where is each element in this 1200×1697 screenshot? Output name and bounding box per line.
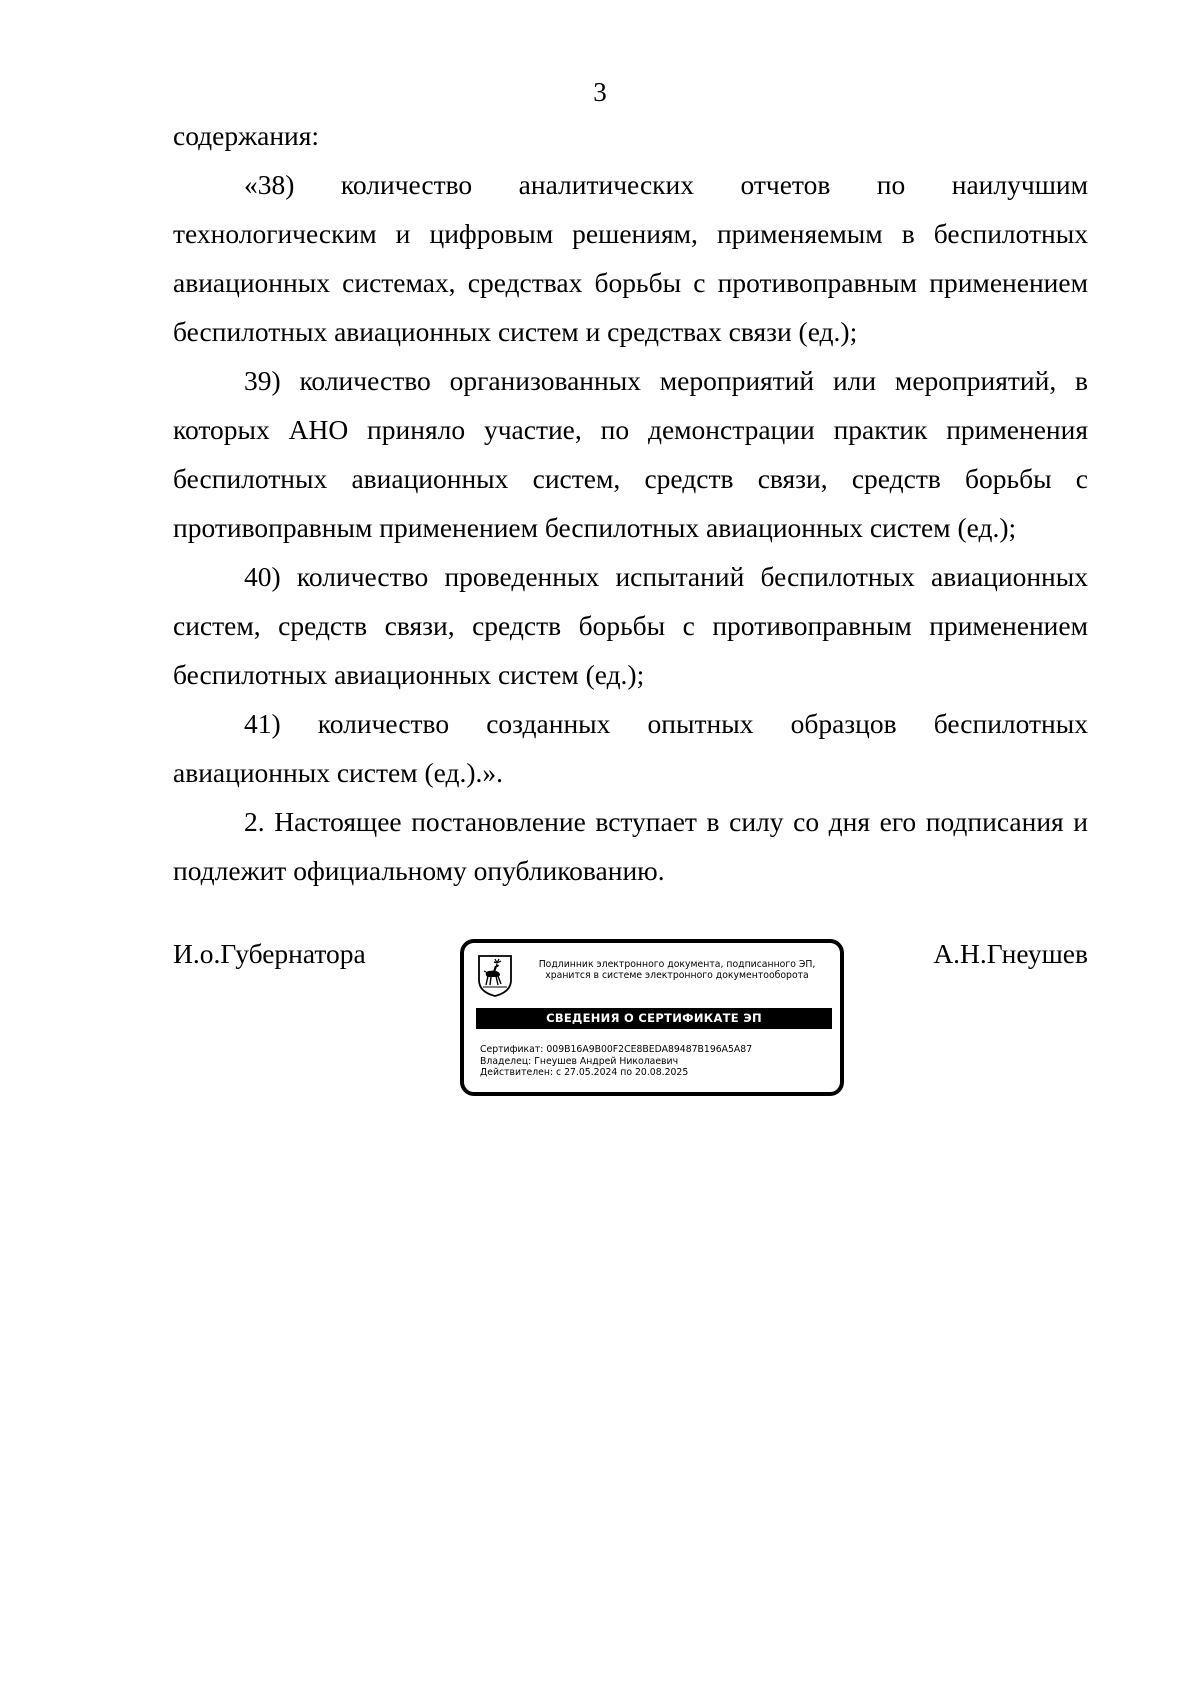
paragraph-item-39: 39) количество организованных мероприятий или мероприятий, в которых АНО приняло участие, по демонстрации практик применения беспилотных авиационных систем, средств связи, средств борьбы с противоправным применением беспилотных авиационных систем (ед.); — [173, 365, 1088, 543]
signatory-position: И.о.Губернатора — [173, 938, 366, 969]
stamp-certificate-title: СВЕДЕНИЯ О СЕРТИФИКАТЕ ЭП — [476, 1008, 832, 1029]
stamp-header-line: хранится в системе электронного документооборота — [545, 970, 809, 981]
nizhny-novgorod-deer-emblem-icon — [477, 954, 513, 998]
stamp-certificate-owner: Владелец: Гнеушев Андрей Николаевич — [480, 1055, 679, 1067]
paragraph-item-40: 40) количество проведенных испытаний беспилотных авиационных систем, средств связи, средств борьбы с противоправным применением беспилотных авиационных систем (ед.); — [173, 561, 1088, 690]
stamp-header — [518, 959, 836, 981]
document-body — [173, 111, 1088, 895]
stamp-certificate-details — [480, 1044, 752, 1079]
paragraph-effective-date: 2. Настоящее постановление вступает в силу со дня его подписания и подлежит официальному опубликованию. — [173, 806, 1088, 886]
paragraph-item-41: 41) количество созданных опытных образцов беспилотных авиационных систем (ед.).». — [173, 708, 1088, 788]
stamp-certificate-validity: Действителен: с 27.05.2024 по 20.08.2025 — [480, 1067, 689, 1078]
stamp-certificate-number: Сертификат: 009B16A9B00F2CE8BEDA89487B196A5A87 — [480, 1044, 753, 1055]
paragraph-continuation: содержания: — [173, 120, 320, 151]
signatory-name: А.Н.Гнеушев — [933, 938, 1088, 969]
page-number: 3 — [593, 77, 607, 107]
stamp-header-line: Подлинник электронного документа, подписанного ЭП, — [538, 959, 816, 970]
electronic-signature-stamp — [460, 939, 844, 1096]
paragraph-item-38: «38) количество аналитических отчетов по наилучшим технологическим и цифровым решениям, применяемым в беспилотных авиационных системах, средствах борьбы с противоправным применением беспилотных авиационных систем и средствах связи (ед.); — [173, 169, 1088, 347]
